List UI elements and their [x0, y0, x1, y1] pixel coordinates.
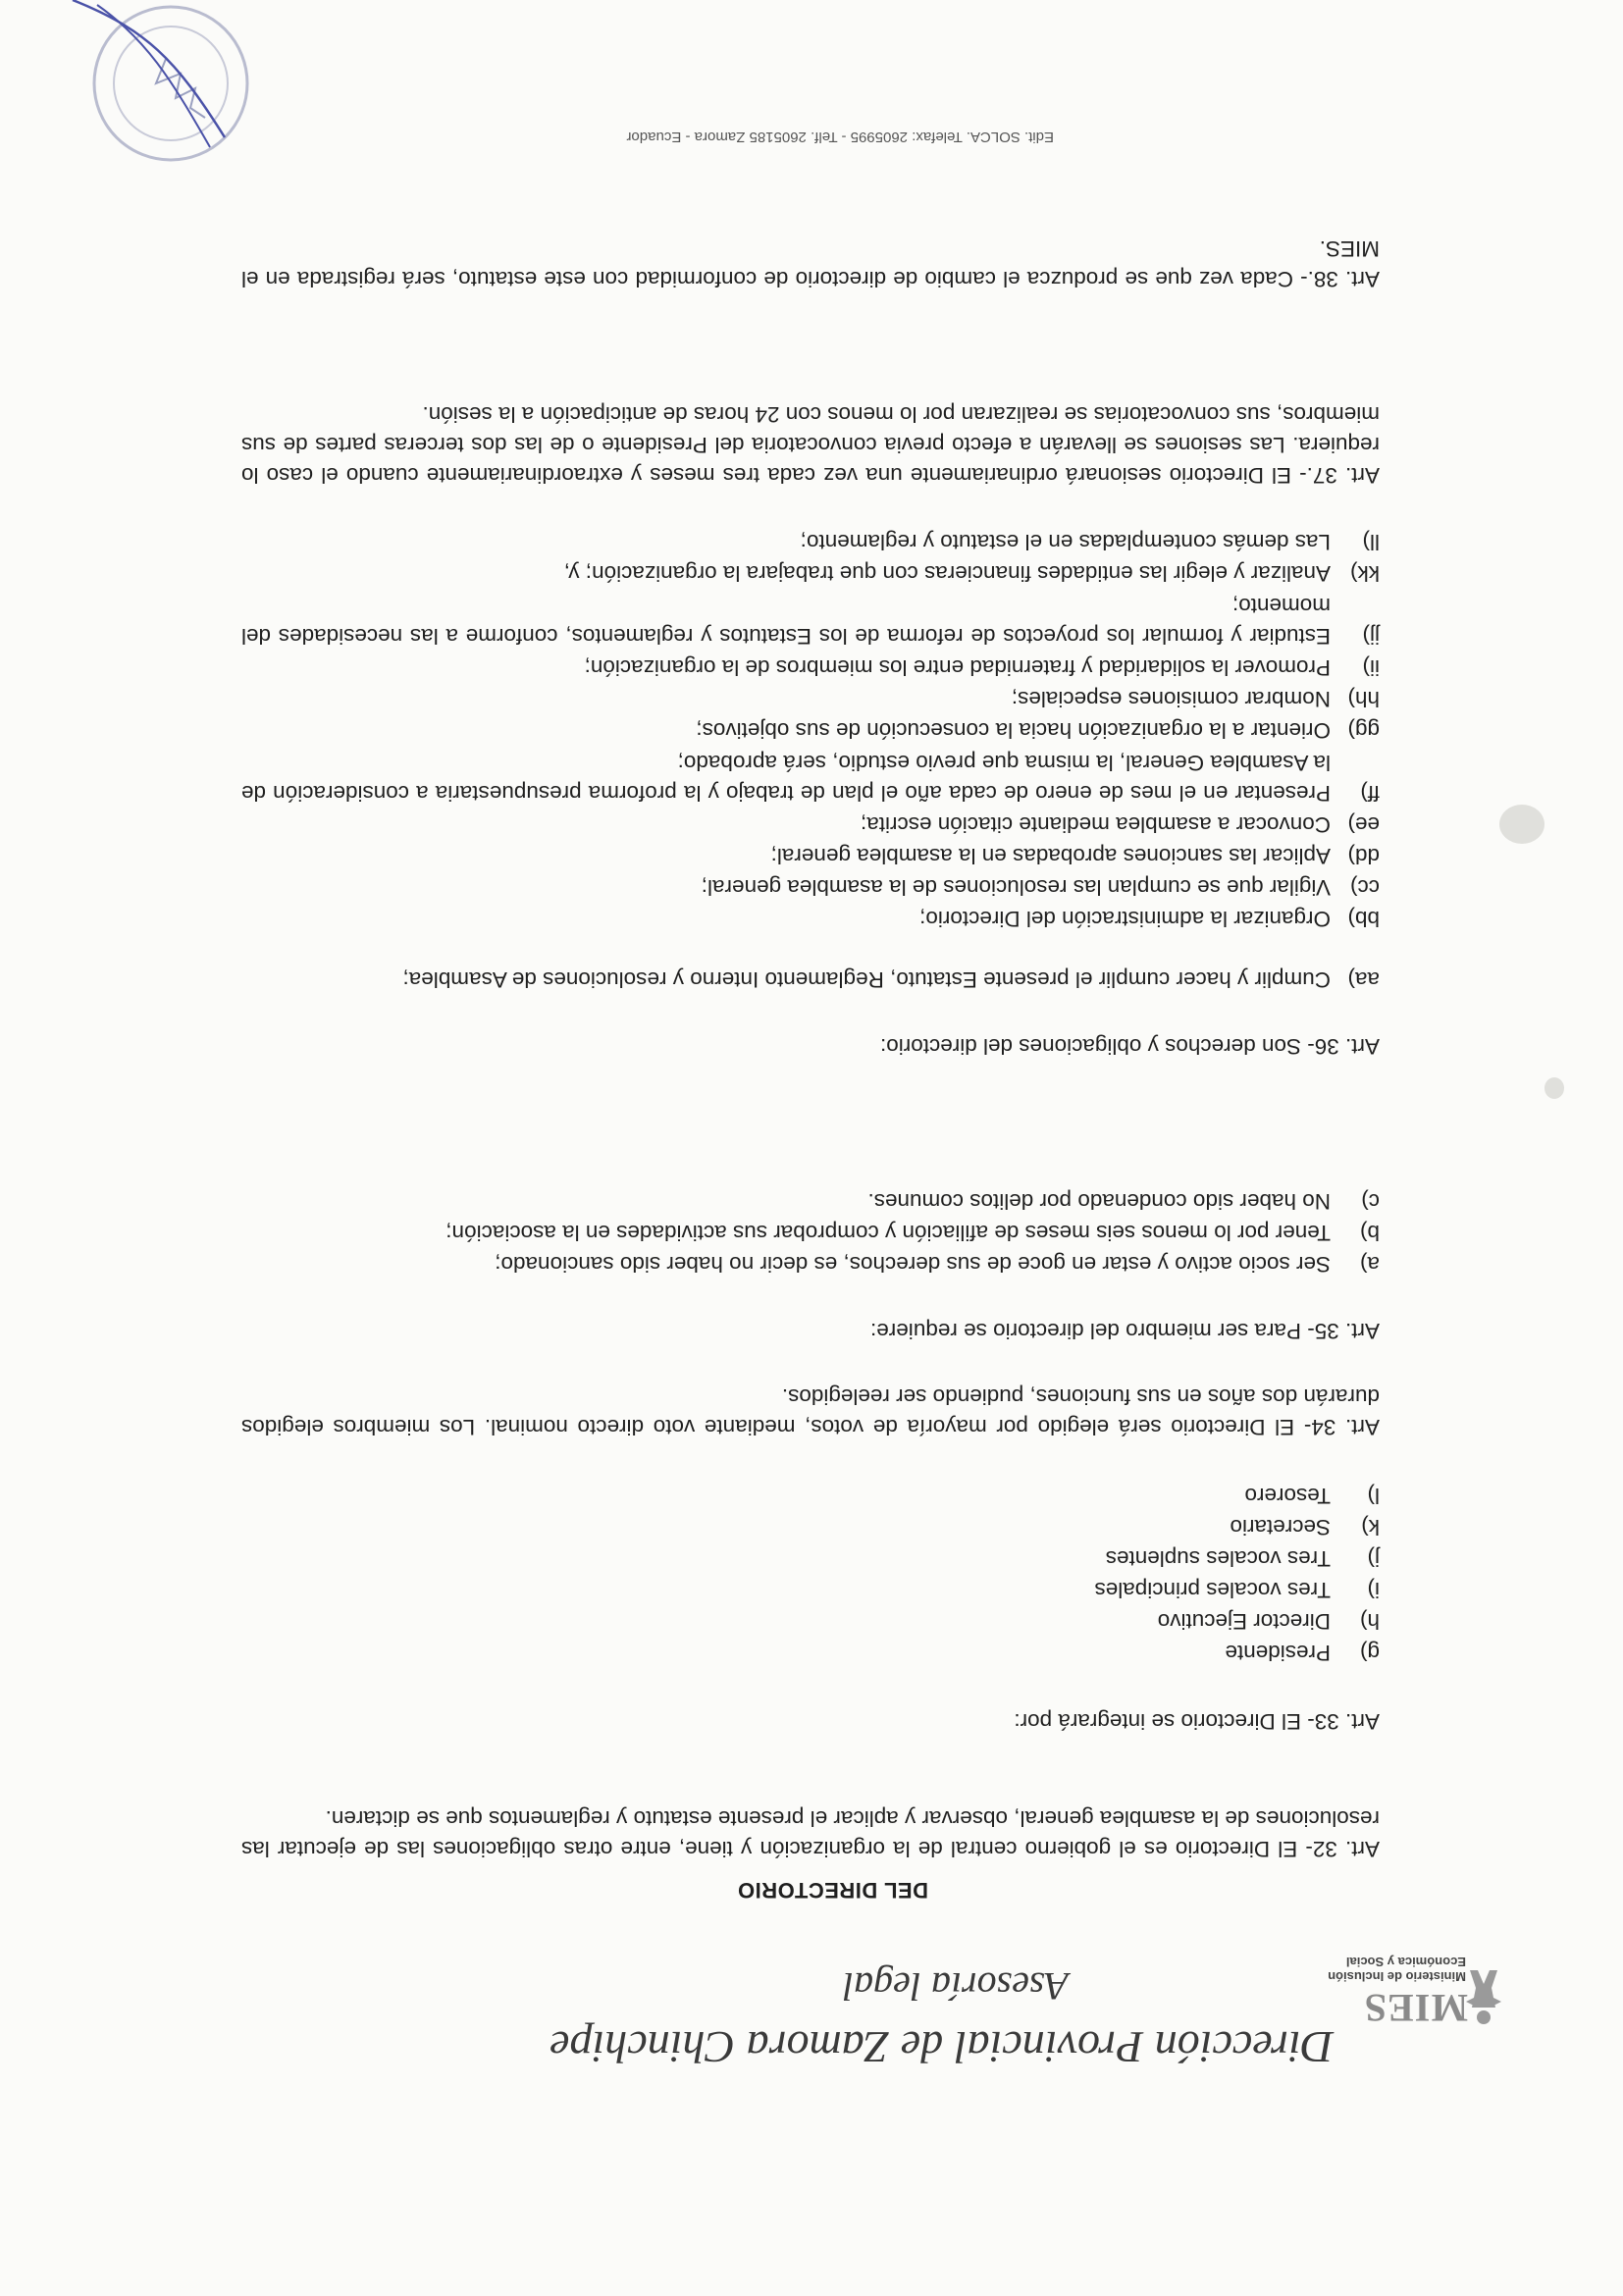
scan-speck	[1544, 1077, 1564, 1099]
header-title: Dirección Provincial de Zamora Chinchipe	[550, 2022, 1334, 2072]
header-subtitle: Asesoría legal	[843, 1964, 1069, 2009]
section-title: DEL DIRECTORIO	[737, 1878, 928, 1903]
article-32: Art. 32- El Directorio es el gobierno central de la organización y tiene, entre otras obligaciones las de ejecutar las resoluciones de la asamblea general, observar y aplicar el presente estatuto y reglamentos que se dictaren.	[241, 1806, 1380, 1861]
article-38: Art. 38.- Cada vez que se produzca el cambio de directorio de conformidad con este estatuto, será registrada en el MIES.	[241, 236, 1380, 291]
article-33: Art. 33- El Directorio se integrará por:	[1014, 1709, 1380, 1734]
article-35: Art. 35- Para ser miembro del directorio se requiere:	[870, 1319, 1380, 1343]
ministry-name	[1309, 1955, 1466, 1984]
article-37: Art. 37.- El Directorio sesionará ordinariamente una vez cada tres meses y extraordinariamente cuando el caso lo requiera. Las sesiones se llevarán a efecto previa convocatoria del Presidente o de las dos terceras partes de sus miembros, sus convocatorias se realizaran por lo menos con 24 horas de anticipación a la sesión.	[241, 402, 1380, 488]
ministry-line-1: Ministerio de Inclusión	[1328, 1969, 1466, 1984]
article-34: Art. 34- El Directorio será elegido por mayoría de votos, mediante voto directo nominal. Los miembros elegidos durarán dos años en sus funciones, pudiendo ser reelegidos.	[241, 1384, 1380, 1439]
printer-footer: Edit. SOLCA. Telefax: 2605995 - Telf. 2605185 Zamora - Ecuador	[626, 129, 1054, 145]
scan-speck	[1499, 805, 1544, 844]
article-36: Art. 36- Son derechos y obligaciones del directorio:	[879, 1034, 1380, 1059]
logo-wordmark: MIES	[1363, 1986, 1468, 2030]
scanned-page-rotated: MIES Ministerio de Inclusión Económica y Social Dirección Provincial de Zamora Chinchipe Asesoría legal DEL DIRECTORIO Art. 32- El Directorio es el gobierno central de la organización y tiene, entre otras obligaciones las de ejecutar las resoluciones de la asamblea general, observar y aplicar el presente estatuto y reglamentos que se dictaren. Art. 33- El Directorio se integrará por: g) Presidente h) Director Ejecutivo i) Tres vocales principales j) Tres vocales suplentes k) Secretario l) Tesorero Art. 34- El Directorio será elegido por mayoría de votos, mediante voto directo nominal. Los miembros elegidos durarán dos años en sus funciones, pudiendo ser reelegidos. Art. 35- Para ser miembro del directorio se requiere: a) Ser socio activo y estar en goce de sus derechos, es decir no haber sido sancionado; b) Tener por lo menos seis meses de afiliación y comprobar sus actividades en la asociación; c) No haber sido condenado por delitos comunes. Art. 36- Son derechos y obligaciones del directorio: aa) Cumplir y hacer cumplir el presente Estatuto, Reglamento Interno y resoluciones de Asamblea; bb) Organizar la administración del Directorio; cc) Vigilar que se cumplan las resoluciones de la asamblea general; dd) Aplicar las sanciones aprobadas en la asamblea general; ee) Convocar a asamblea mediante citación escrita; ff) Presentar en el mes de enero de cada año el plan de trabajo y la proforma presupuestaria a consideración de la Asamblea General, la misma que previo estudio, será aprobado; gg) Orientar a la organización hacia la consecución de sus objetivos; hh) Nombrar comisiones especiales; ii) Promover la solidaridad y fraternidad entre los miembros de la organización; jj) Estudiar y formular los proyectos de reforma de los Estatutos y reglamentos, conforme a las necesidades del momento; kk) Analizar y elegir las entidades financieras con que trabajara la organización; y, ll) Las demás contempladas en el estatuto y reglamento; Art. 37.- El Directorio sesionará ordinariamente una vez cada tres meses y extraordinariamente cuando el caso lo requiera. Las sesiones se llevarán a efecto previa convocatoria del Presidente o de las dos terceras partes de sus miembros, sus convocatorias se realizaran por lo menos con 24 horas de anticipación a la sesión. Art. 38.- Cada vez que se produzca el cambio de directorio de conformidad con este estatuto, será registrada en el MIES. Edit. SOLCA. Telefax: 2605995 - Telf. 2605185 Zamora - Ecuador	[0, 0, 1623, 2296]
ministry-line-2: Económica y Social	[1345, 1955, 1466, 1969]
official-stamp-icon	[68, 0, 264, 177]
